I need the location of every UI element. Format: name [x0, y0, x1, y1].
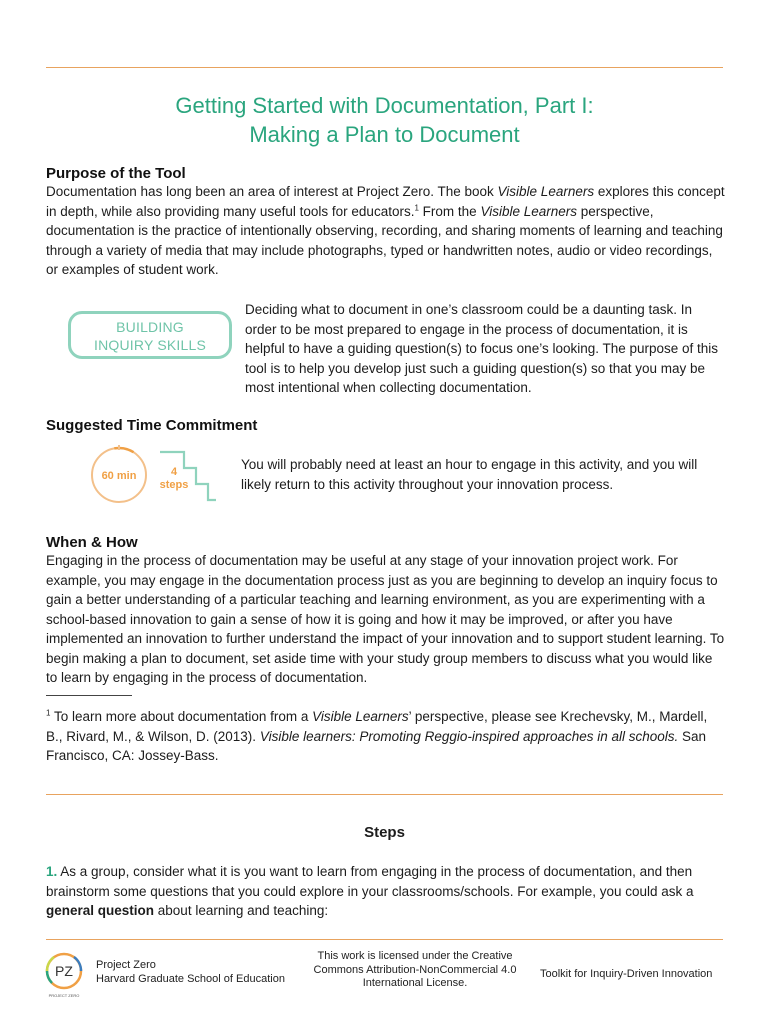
page-title	[46, 91, 723, 149]
building-inquiry-skills-badge	[68, 311, 232, 359]
step-1	[46, 862, 726, 921]
footer-toolkit: Toolkit for Inquiry-Driven Innovation	[540, 968, 713, 980]
clock-icon	[88, 444, 150, 507]
text-span: perspective, documentation is the practice of intentionally observing, recording, and sharing moments of learning and teaching through a variety of media that may include photographs, typed or handwritten notes, audio or video recordings, or examples of student work.	[46, 203, 723, 277]
purpose-paragraph	[46, 182, 726, 280]
license-line-1: This work is licensed under the Creative	[317, 950, 513, 962]
time-text: You will probably need at least an hour to engage in this activity, and you will likely return to this activity throughout your innovation process.	[241, 457, 698, 492]
time-heading: Suggested Time Commitment	[46, 417, 258, 434]
footnote-ref[interactable]: 1	[414, 203, 419, 212]
steps-icon	[160, 452, 216, 500]
text-span: To learn more about documentation from a	[50, 709, 313, 724]
footer-divider	[46, 939, 723, 940]
book-title: Visible Learners	[497, 184, 595, 199]
footer-license[interactable]	[305, 950, 525, 991]
text-span: From the	[418, 203, 481, 219]
text-span: explores this concept in depth, while also providing many useful tools for educators.	[46, 184, 725, 219]
top-divider	[46, 67, 723, 68]
steps-label: steps	[159, 479, 189, 491]
org-name: Project Zero	[96, 959, 156, 971]
org-school: Harvard Graduate School of Education	[96, 972, 285, 985]
steps-number: 4	[170, 466, 178, 478]
title-line-2: Making a Plan to Document	[249, 122, 520, 147]
logo-text: PZ	[55, 963, 73, 979]
when-paragraph: Engaging in the process of documentation may be useful at any stage of your innovation project work. For example, you may engage in the documentation process just as you are beginning to develop an inquiry focus to gain a better understanding of a particular teaching and learning environment, as you are experimenting with a school-based innovation to gain a sense of how it is going and how it may be improved, or after you have implemented an innovation to further understand the impact of your innovation and to support student learning. To begin making a plan to document, set aside time with your study group members to discuss what you would like to learn by engaging in the process of documentation.	[46, 553, 725, 685]
time-commitment-icon	[88, 442, 218, 508]
clock-label: 60 min	[101, 470, 137, 482]
book-title: Visible learners: Promoting Reggio-inspired approaches in all schools.	[259, 728, 679, 744]
text-span: San Francisco, CA: Jossey-Bass.	[46, 728, 707, 763]
project-zero-logo	[44, 951, 84, 999]
book-title: Visible Learners	[480, 203, 577, 219]
logo-caption: PROJECT ZERO	[48, 993, 80, 998]
purpose-heading: Purpose of the Tool	[46, 165, 186, 182]
text-span: Documentation has long been an area of interest at Project Zero. The book	[46, 184, 498, 199]
book-title: Visible Learners	[312, 709, 409, 724]
when-heading: When & How	[46, 534, 138, 551]
title-line-1: Getting Started with Documentation, Part I:	[175, 93, 594, 118]
footnote-marker: 1	[46, 708, 51, 718]
emphasis: general question	[46, 903, 155, 918]
footnote-divider	[46, 695, 132, 696]
badge-line-2: INQUIRY SKILLS	[94, 337, 206, 353]
badge-line-1: BUILDING	[116, 319, 184, 335]
text-span: As a group, consider what it is you want to learn from engaging in the process of documentation, and then brainstorm some questions that you could explore in your classrooms/schools. For example, you could ask a	[46, 864, 694, 899]
purpose-paragraph-2: Deciding what to document in one’s classroom could be a daunting task. In order to be most prepared to engage in the process of documentation, it is helpful to have a guiding question(s) to focus one’s looking. The purpose of this tool is to help you develop just such a guiding question(s) so that you may be most intentional when collecting documentation.	[245, 302, 719, 395]
middle-divider	[46, 794, 723, 795]
footer-org	[96, 959, 285, 986]
license-line-2: Commons Attribution-NonCommercial 4.0	[313, 963, 517, 976]
text-span: about learning and teaching:	[154, 903, 329, 918]
page-footer	[0, 949, 768, 1009]
footnote	[46, 707, 726, 766]
license-line-3: International License.	[362, 977, 468, 989]
step-number: 1.	[46, 864, 58, 879]
steps-heading: Steps	[364, 824, 405, 841]
text-span: ’ perspective, please see Krechevsky, M., Mardell, B., Rivard, M., & Wilson, D. (2013).	[46, 709, 708, 744]
